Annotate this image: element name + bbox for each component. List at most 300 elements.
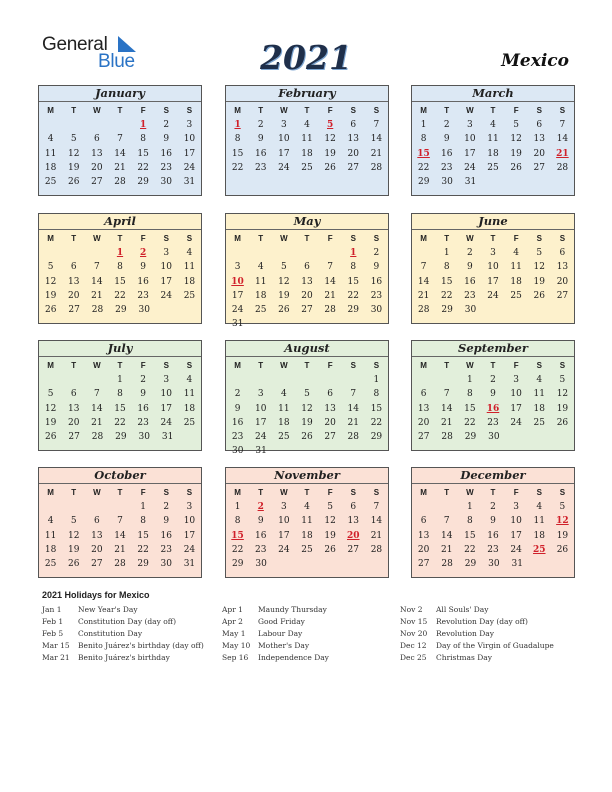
day: 11 (301, 134, 313, 145)
day: 12 (510, 134, 522, 145)
day: 18 (278, 417, 290, 428)
day: 13 (91, 530, 103, 541)
holiday-item (400, 616, 554, 628)
empty-day (62, 373, 85, 387)
day: 29 (417, 176, 430, 187)
weekday-label: T (117, 488, 123, 497)
empty-day (62, 118, 85, 132)
day: 11 (254, 276, 267, 287)
weekday-label: W (466, 361, 474, 370)
holiday-column (400, 604, 554, 664)
week-row (412, 303, 574, 317)
holiday-item (222, 616, 329, 628)
day: 6 (70, 389, 77, 400)
day: 7 (117, 516, 123, 527)
empty-day (39, 500, 62, 514)
day: 11 (183, 262, 196, 273)
day: 14 (324, 276, 336, 287)
day: 8 (373, 389, 380, 400)
day: 28 (370, 544, 383, 555)
day: 9 (140, 262, 146, 273)
week-row (226, 275, 388, 289)
day: 9 (257, 516, 264, 527)
day: 23 (160, 162, 172, 173)
month-november (225, 467, 389, 578)
day: 22 (231, 544, 244, 555)
logo-triangle-icon (114, 36, 136, 52)
weekday-label: W (93, 234, 101, 243)
day: 21 (417, 290, 430, 301)
weekday-label: T (444, 488, 450, 497)
weekday-label: M (234, 106, 241, 115)
weekday-label: S (350, 361, 356, 370)
week-row (226, 514, 388, 528)
day: 27 (347, 544, 359, 555)
holiday-day: 2 (140, 248, 147, 259)
day: 2 (373, 248, 380, 259)
day: 29 (464, 558, 477, 569)
day: 29 (464, 431, 477, 442)
holiday-date: Mar 15 (42, 641, 70, 650)
day: 25 (183, 290, 196, 301)
day: 10 (510, 516, 522, 527)
day: 9 (373, 262, 380, 273)
day: 27 (301, 304, 313, 315)
day: 3 (513, 375, 519, 386)
weekday-label: M (420, 234, 427, 243)
week-row (412, 430, 574, 444)
day: 18 (44, 544, 57, 555)
day: 3 (513, 502, 519, 513)
day: 15 (137, 530, 149, 541)
day: 6 (536, 120, 543, 131)
day: 14 (440, 403, 453, 414)
day: 25 (183, 417, 196, 428)
week-row (39, 514, 201, 528)
empty-day (435, 500, 458, 514)
day: 8 (466, 516, 473, 527)
week-row (226, 444, 388, 458)
day: 26 (556, 417, 569, 428)
day: 31 (183, 176, 196, 187)
day: 5 (559, 375, 566, 386)
day: 9 (257, 134, 264, 145)
weekday-label: S (559, 488, 566, 497)
day: 26 (510, 162, 522, 173)
holiday-name: Benito Juárez's birthday (78, 653, 170, 662)
weekday-label: T (71, 106, 77, 115)
day: 2 (163, 502, 170, 513)
day: 24 (278, 544, 290, 555)
day: 15 (464, 403, 476, 414)
day: 13 (417, 403, 430, 414)
day: 10 (278, 516, 290, 527)
day: 11 (533, 389, 545, 400)
day: 16 (137, 276, 149, 287)
week-row (39, 529, 201, 543)
day: 12 (67, 530, 80, 541)
day: 2 (234, 389, 241, 400)
weekday-label: F (327, 234, 333, 243)
weekday-label: F (140, 106, 146, 115)
holiday-item (222, 604, 329, 616)
day: 24 (160, 290, 172, 301)
day: 24 (510, 544, 522, 555)
day: 17 (160, 276, 172, 287)
weekday-label: S (536, 234, 542, 243)
day: 14 (440, 530, 453, 541)
weekday-label: W (280, 488, 288, 497)
empty-day (85, 118, 108, 132)
weekday-label: F (327, 106, 333, 115)
day: 20 (91, 162, 103, 173)
week-row (412, 260, 574, 274)
day: 21 (440, 417, 453, 428)
day: 16 (254, 148, 267, 159)
day: 7 (559, 120, 566, 131)
day: 22 (137, 544, 149, 555)
day: 14 (370, 516, 383, 527)
day: 12 (44, 403, 57, 414)
weekday-header (226, 104, 388, 118)
weekday-label: T (258, 488, 264, 497)
week-row (412, 147, 574, 161)
day: 23 (370, 290, 383, 301)
day: 26 (67, 176, 80, 187)
day: 14 (114, 530, 126, 541)
holiday-name: Mother's Day (258, 641, 310, 650)
day: 29 (137, 176, 149, 187)
weekday-label: S (559, 106, 566, 115)
day: 23 (160, 544, 172, 555)
day: 26 (278, 304, 290, 315)
empty-day (226, 373, 249, 387)
day: 6 (70, 262, 77, 273)
day: 4 (257, 262, 264, 273)
weekday-label: S (350, 234, 356, 243)
weekday-label: F (513, 234, 519, 243)
day: 25 (44, 176, 57, 187)
week-row (226, 373, 388, 387)
day: 27 (347, 162, 359, 173)
day: 9 (490, 516, 496, 527)
day: 20 (556, 276, 569, 287)
day: 11 (510, 262, 522, 273)
weekday-label: F (140, 234, 146, 243)
holiday-date: Dec 25 (400, 653, 427, 662)
weekday-header (412, 359, 574, 373)
day: 19 (67, 162, 80, 173)
week-row (412, 275, 574, 289)
logo-text-general: General (42, 34, 108, 55)
day: 1 (443, 248, 450, 259)
day: 9 (140, 389, 146, 400)
day: 13 (67, 403, 80, 414)
day: 26 (556, 544, 569, 555)
holiday-item (400, 628, 554, 640)
weekday-header (226, 359, 388, 373)
week-row (412, 118, 574, 132)
day: 3 (234, 262, 241, 273)
day: 10 (160, 262, 172, 273)
day: 3 (466, 120, 473, 131)
week-row (226, 132, 388, 146)
day: 20 (417, 417, 430, 428)
weekday-label: W (466, 106, 474, 115)
week-row (226, 557, 388, 571)
weekday-header (39, 232, 201, 246)
day: 12 (533, 262, 545, 273)
day: 24 (183, 162, 196, 173)
day: 25 (254, 304, 267, 315)
weekday-label: F (513, 488, 519, 497)
day: 3 (163, 248, 170, 259)
week-row (39, 416, 201, 430)
day: 24 (487, 290, 499, 301)
day: 19 (278, 290, 290, 301)
week-row (226, 118, 388, 132)
weekday-label: T (444, 106, 450, 115)
day: 8 (140, 134, 146, 145)
holiday-item (222, 640, 329, 652)
empty-day (108, 500, 131, 514)
day: 23 (487, 417, 499, 428)
week-row (39, 387, 201, 401)
day: 8 (234, 516, 241, 527)
day: 30 (464, 304, 477, 315)
week-row (226, 430, 388, 444)
day: 14 (370, 134, 383, 145)
logo-text-blue: Blue (98, 51, 135, 72)
day: 26 (67, 558, 80, 569)
day: 5 (70, 516, 77, 527)
day: 12 (324, 516, 336, 527)
week-row (412, 387, 574, 401)
day: 28 (370, 162, 383, 173)
empty-day (249, 373, 272, 387)
month-april (38, 213, 202, 324)
day: 13 (347, 516, 359, 527)
day: 24 (254, 431, 267, 442)
day: 19 (533, 276, 545, 287)
empty-day (39, 246, 62, 260)
day: 28 (324, 304, 336, 315)
empty-day (272, 373, 295, 387)
month-december (411, 467, 575, 578)
holiday-date: Feb 1 (42, 617, 64, 626)
day: 6 (420, 516, 427, 527)
day: 7 (117, 134, 123, 145)
weekday-label: S (536, 488, 542, 497)
week-row (226, 543, 388, 557)
weekday-label: T (304, 361, 310, 370)
day: 22 (464, 417, 476, 428)
day: 29 (137, 558, 149, 569)
day: 4 (304, 502, 310, 513)
day: 13 (347, 134, 359, 145)
day: 4 (536, 502, 543, 513)
day: 9 (466, 262, 473, 273)
day: 11 (44, 148, 57, 159)
holiday-date: Apr 2 (222, 617, 243, 626)
day: 2 (466, 248, 473, 259)
day: 28 (347, 431, 359, 442)
weekday-label: M (420, 361, 427, 370)
day: 22 (347, 290, 359, 301)
holiday-item (42, 616, 204, 628)
day: 10 (464, 134, 476, 145)
year-title: 2021 (260, 38, 352, 77)
day: 25 (510, 290, 522, 301)
day: 1 (466, 375, 473, 386)
holiday-day: 1 (350, 248, 357, 259)
day: 28 (114, 558, 126, 569)
weekday-label: S (186, 361, 193, 370)
day: 19 (510, 148, 522, 159)
day: 17 (487, 276, 499, 287)
day: 28 (91, 431, 104, 442)
week-row (412, 289, 574, 303)
day: 16 (160, 148, 172, 159)
day: 15 (440, 276, 453, 287)
holiday-item (400, 640, 554, 652)
holiday-name: Revolution Day (436, 629, 494, 638)
empty-day (108, 118, 131, 132)
day: 25 (487, 162, 499, 173)
day: 24 (510, 417, 522, 428)
day: 11 (183, 389, 196, 400)
day: 30 (488, 431, 500, 442)
month-title: March (412, 86, 574, 102)
day: 26 (44, 431, 57, 442)
day: 20 (91, 544, 103, 555)
day: 18 (254, 290, 267, 301)
weekday-label: W (466, 488, 474, 497)
day: 19 (301, 417, 313, 428)
weekday-label: F (327, 361, 333, 370)
empty-day (412, 500, 435, 514)
weekday-header (226, 486, 388, 500)
weekday-label: T (490, 234, 496, 243)
day: 26 (533, 290, 545, 301)
day: 22 (464, 544, 476, 555)
weekday-label: S (536, 106, 542, 115)
weekday-label: T (258, 361, 264, 370)
day: 21 (370, 530, 383, 541)
empty-day (412, 246, 435, 260)
holiday-day: 10 (231, 276, 244, 287)
day: 16 (137, 403, 149, 414)
day: 4 (536, 375, 543, 386)
weekday-label: S (163, 234, 169, 243)
weekday-label: S (559, 234, 566, 243)
day: 14 (347, 403, 359, 414)
weekday-label: M (47, 106, 54, 115)
day: 30 (231, 446, 244, 457)
day: 4 (280, 389, 287, 400)
day: 19 (44, 290, 57, 301)
holiday-item (42, 640, 204, 652)
empty-day (62, 246, 85, 260)
day: 1 (420, 120, 427, 131)
weekday-label: W (93, 361, 101, 370)
weekday-label: T (490, 488, 496, 497)
day: 19 (556, 530, 569, 541)
weekday-label: S (186, 488, 193, 497)
week-row (412, 514, 574, 528)
day: 28 (91, 304, 104, 315)
day: 26 (324, 162, 336, 173)
day: 10 (183, 134, 196, 145)
day: 26 (301, 431, 313, 442)
week-row (39, 246, 201, 260)
month-october (38, 467, 202, 578)
day: 23 (137, 290, 149, 301)
month-title: October (39, 468, 201, 484)
day: 4 (47, 516, 54, 527)
day: 13 (324, 403, 336, 414)
holiday-day: 1 (234, 120, 241, 131)
day: 3 (280, 120, 287, 131)
week-row (412, 161, 574, 175)
day: 20 (533, 148, 545, 159)
day: 17 (278, 148, 290, 159)
month-august (225, 340, 389, 457)
day: 1 (117, 375, 123, 386)
day: 3 (163, 375, 170, 386)
weekday-label: S (373, 234, 380, 243)
weekday-label: S (186, 106, 193, 115)
day: 9 (490, 389, 496, 400)
holiday-date: Dec 12 (400, 641, 427, 650)
day: 21 (370, 148, 383, 159)
day: 3 (280, 502, 287, 513)
month-march (411, 85, 575, 196)
day: 31 (255, 446, 267, 457)
weekday-label: M (47, 488, 54, 497)
holiday-date: Nov 15 (400, 617, 428, 626)
holiday-date: Nov 20 (400, 629, 428, 638)
day: 10 (183, 516, 196, 527)
day: 22 (370, 417, 383, 428)
day: 22 (417, 162, 430, 173)
weekday-label: S (163, 361, 169, 370)
day: 23 (254, 162, 267, 173)
weekday-label: S (559, 361, 566, 370)
empty-day (85, 246, 108, 260)
day: 15 (114, 403, 126, 414)
holiday-day: 15 (417, 148, 430, 159)
weekday-label: S (186, 234, 193, 243)
day: 5 (280, 262, 287, 273)
day: 8 (350, 262, 357, 273)
month-title: May (226, 214, 388, 230)
day: 17 (183, 148, 196, 159)
day: 9 (163, 134, 170, 145)
day: 28 (417, 304, 430, 315)
day: 14 (91, 403, 103, 414)
week-row (226, 246, 388, 260)
empty-day (249, 246, 272, 260)
weekday-label: F (327, 488, 333, 497)
day: 3 (490, 248, 496, 259)
day: 27 (533, 162, 545, 173)
day: 27 (417, 431, 430, 442)
holiday-column (222, 604, 329, 664)
month-title: August (226, 341, 388, 357)
weekday-label: M (234, 234, 241, 243)
day: 16 (370, 276, 383, 287)
